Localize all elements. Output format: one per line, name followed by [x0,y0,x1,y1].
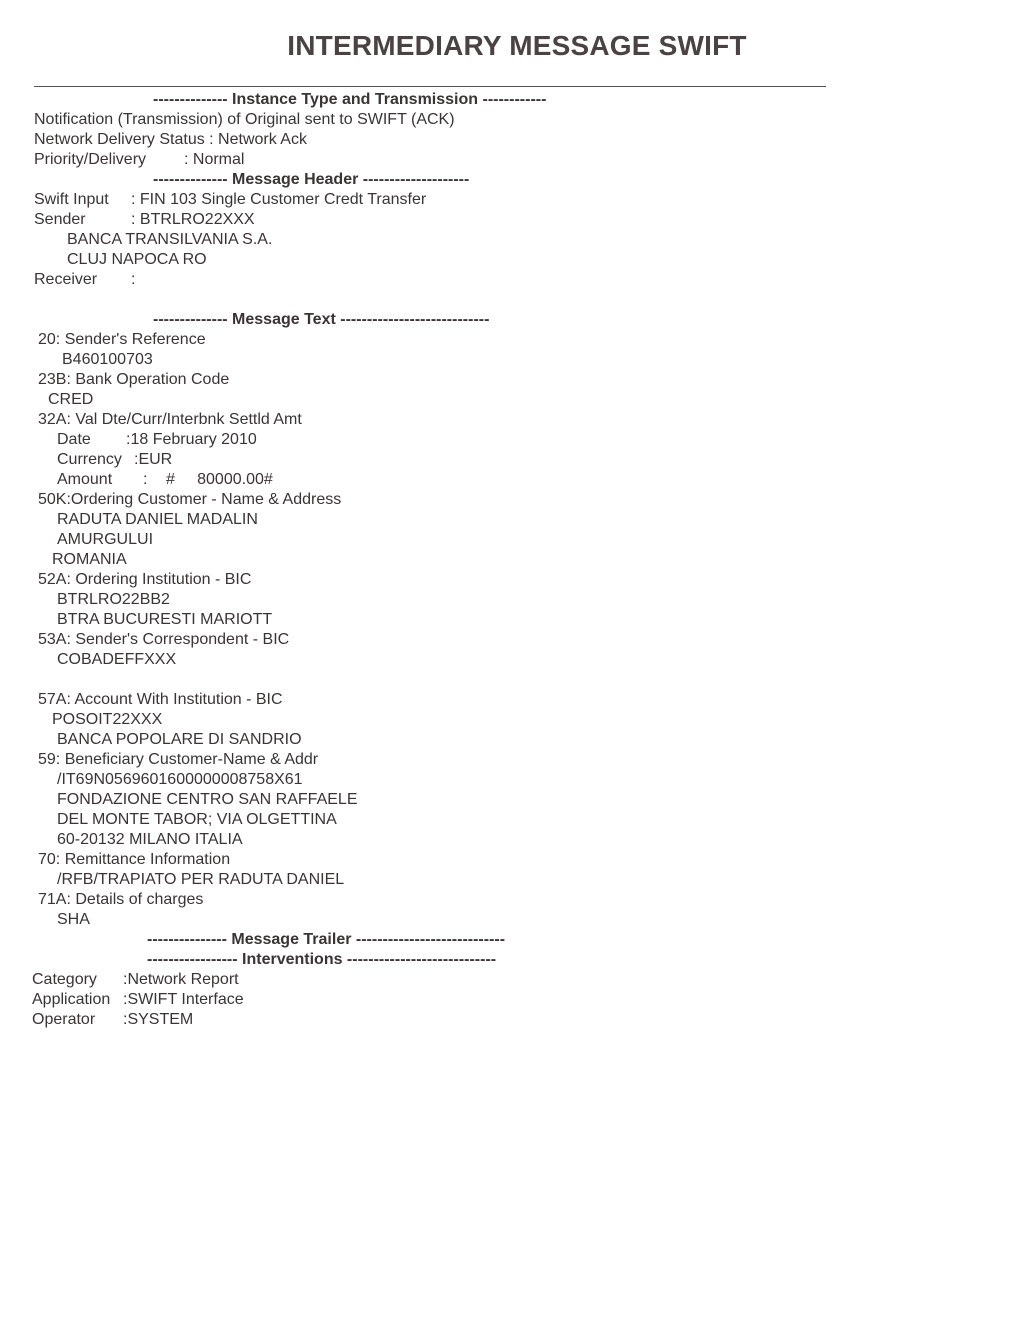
delivery-status-line: Network Delivery Status : Network Ack [34,131,307,148]
sender-name: BANCA TRANSILVANIA S.A. [67,231,273,248]
title-divider [34,86,826,87]
field-57a-label: 57A: Account With Institution - BIC [38,691,283,708]
field-71a-line-1: SHA [57,911,90,928]
field-70-label: 70: Remittance Information [38,851,231,868]
section-heading-text: -------------- Message Text ---------------------------- [153,311,490,328]
swift-input-label: Swift Input [34,191,109,208]
field-53a-line-1: COBADEFFXXX [57,651,177,668]
field-57a-line-1: POSOIT22XXX [52,711,163,728]
notification-line: Notification (Transmission) of Original sent to SWIFT (ACK) [34,111,455,128]
sender-value: : BTRLRO22XXX [131,211,255,228]
swift-input-value: : FIN 103 Single Customer Credt Transfer [131,191,427,208]
receiver-label: Receiver [34,271,98,288]
sender-label: Sender [34,211,86,228]
section-heading-trailer: --------------- Message Trailer ---------------------------- [147,931,506,948]
section-heading-instance: -------------- Instance Type and Transmission ------------ [153,91,547,108]
operator-value: :SYSTEM [123,1011,194,1028]
application-label: Application [32,991,111,1008]
section-heading-interventions: ----------------- Interventions ---------------------------- [147,951,497,968]
operator-label: Operator [32,1011,96,1028]
field-52a-label: 52A: Ordering Institution - BIC [38,571,252,588]
amount-value: # 80000.00# [166,471,273,488]
sender-city: CLUJ NAPOCA RO [67,251,207,268]
field-71a-label: 71A: Details of charges [38,891,204,908]
field-50k-line-2: AMURGULUI [57,531,154,548]
field-59-line-4: 60-20132 MILANO ITALIA [57,831,243,848]
receiver-value: : [131,271,136,288]
priority-value: : Normal [184,151,245,168]
amount-colon: : [143,471,148,488]
field-50k-line-3: ROMANIA [52,551,127,568]
field-57a-line-2: BANCA POPOLARE DI SANDRIO [57,731,302,748]
section-heading-header: -------------- Message Header -------------------- [153,171,470,188]
category-value: :Network Report [123,971,239,988]
field-59-label: 59: Beneficiary Customer-Name & Addr [38,751,319,768]
field-70-line-1: /RFB/TRAPIATO PER RADUTA DANIEL [57,871,345,888]
field-53a-label: 53A: Sender's Correspondent - BIC [38,631,290,648]
field-20-value: B460100703 [62,351,153,368]
application-value: :SWIFT Interface [123,991,244,1008]
field-32a-label: 32A: Val Dte/Curr/Interbnk Settld Amt [38,411,302,428]
currency-value: :EUR [134,451,173,468]
priority-label: Priority/Delivery [34,151,147,168]
category-label: Category [32,971,97,988]
field-23b-label: 23B: Bank Operation Code [38,371,230,388]
currency-label: Currency [57,451,122,468]
field-59-line-2: FONDAZIONE CENTRO SAN RAFFAELE [57,791,358,808]
field-50k-line-1: RADUTA DANIEL MADALIN [57,511,258,528]
date-label: Date [57,431,91,448]
field-20-label: 20: Sender's Reference [38,331,206,348]
field-59-line-3: DEL MONTE TABOR; VIA OLGETTINA [57,811,337,828]
field-59-line-1: /IT69N0569601600000008758X61 [57,771,303,788]
field-52a-line-2: BTRA BUCURESTI MARIOTT [57,611,273,628]
field-52a-line-1: BTRLRO22BB2 [57,591,170,608]
field-23b-value: CRED [48,391,94,408]
field-50k-label: 50K:Ordering Customer - Name & Address [38,491,342,508]
date-value: :18 February 2010 [126,431,257,448]
document-title: INTERMEDIARY MESSAGE SWIFT [287,30,747,61]
amount-label: Amount [57,471,113,488]
